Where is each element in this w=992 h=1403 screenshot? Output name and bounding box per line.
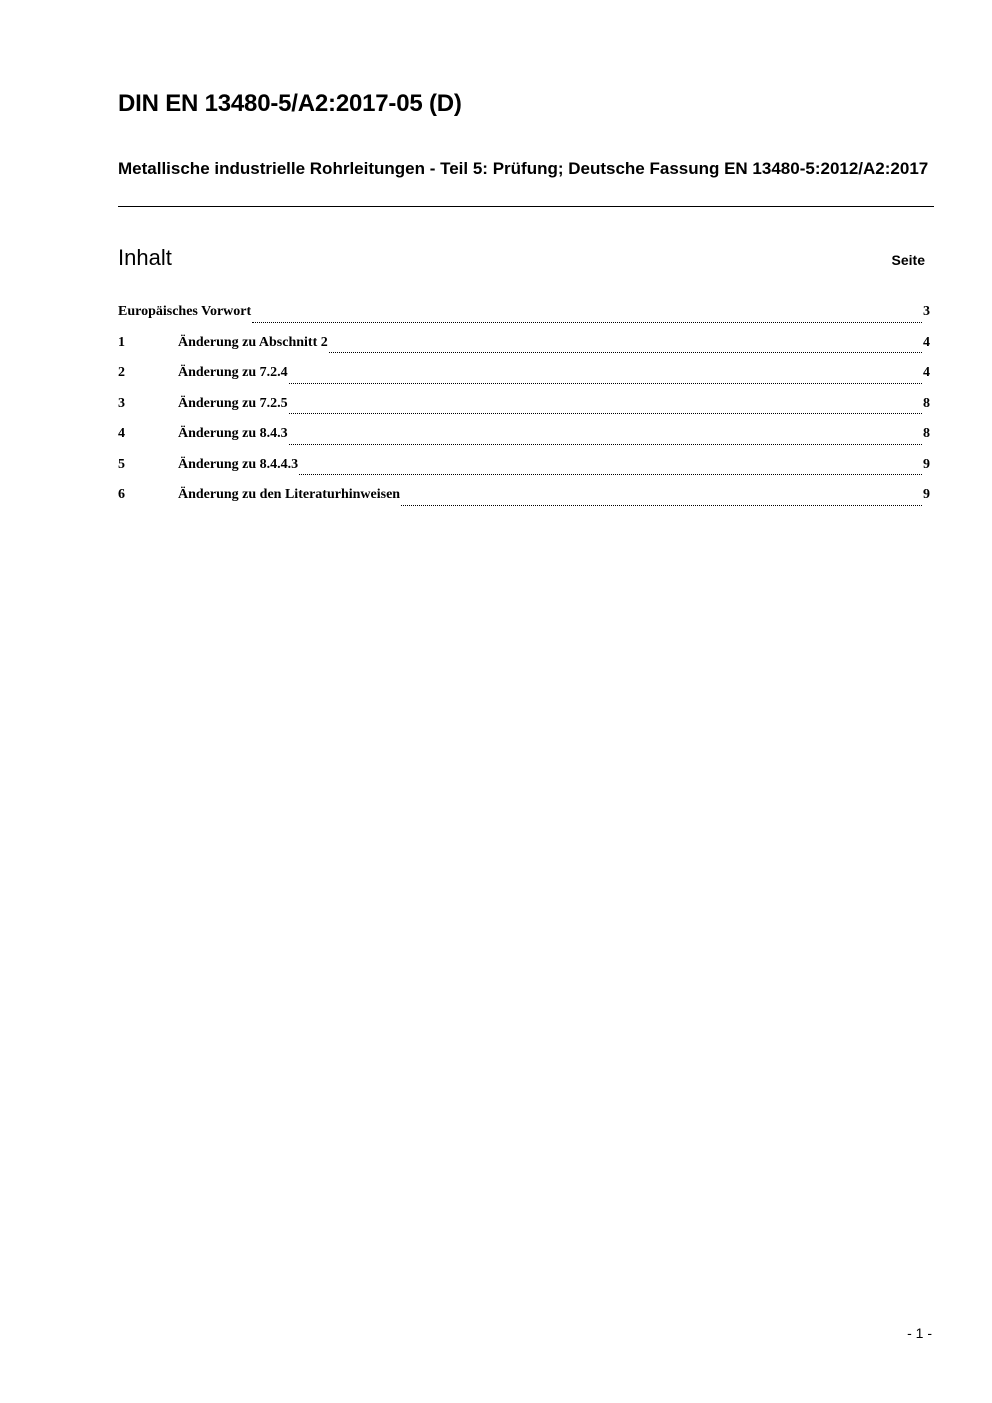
toc-entry-page: 4	[923, 334, 930, 350]
toc-leader-dots	[289, 383, 922, 384]
toc-page-column-label: Seite	[891, 252, 925, 268]
toc-entry[interactable]	[118, 331, 930, 362]
toc-entry-title: Änderung zu 7.2.5	[178, 395, 288, 411]
toc-leader-dots	[329, 352, 922, 353]
toc-leader-dots	[289, 413, 922, 414]
toc-entry-number: 6	[118, 487, 125, 502]
toc-entry[interactable]	[118, 300, 930, 331]
footer-page-number: - 1 -	[907, 1325, 932, 1341]
toc-entry[interactable]	[118, 422, 930, 453]
toc-entry-page: 9	[923, 487, 930, 502]
toc-entry-title: Änderung zu Abschnitt 2	[178, 334, 328, 350]
title-divider	[118, 206, 934, 207]
toc-entry-page: 8	[923, 426, 930, 441]
toc-entry-number: 1	[118, 334, 125, 350]
toc-entry-number: 4	[118, 426, 125, 441]
toc-entry[interactable]	[118, 453, 930, 484]
toc-leader-dots	[299, 474, 922, 475]
toc-entry-number: 5	[118, 456, 125, 472]
toc-leader-dots	[289, 444, 922, 445]
toc-entry-page: 9	[923, 456, 930, 472]
toc-entry-title: Änderung zu 8.4.4.3	[178, 456, 299, 472]
toc-leader-dots	[252, 322, 922, 323]
toc-entry-title: Änderung zu 7.2.4	[178, 365, 288, 380]
toc-entry-page: 3	[923, 304, 930, 319]
toc-entry-title: Änderung zu 8.4.3	[178, 426, 288, 441]
toc-entry-number: 3	[118, 395, 125, 411]
document-subtitle: Metallische industrielle Rohrleitungen - Teil 5: Prüfung; Deutsche Fassung EN 13480-5:2012/A2:2017	[118, 159, 929, 178]
toc-entry[interactable]	[118, 392, 930, 423]
toc-leader-dots	[401, 505, 922, 506]
toc-entry-title: Europäisches Vorwort	[118, 304, 252, 319]
toc-entry[interactable]	[118, 483, 930, 514]
toc-entry-page: 8	[923, 395, 930, 411]
toc-entry-number: 2	[118, 365, 125, 380]
table-of-contents	[118, 300, 930, 514]
toc-entry-page: 4	[923, 365, 930, 380]
document-title: DIN EN 13480-5/A2:2017-05 (D)	[118, 90, 462, 117]
toc-entry[interactable]	[118, 361, 930, 392]
toc-entry-title: Änderung zu den Literaturhinweisen	[178, 487, 401, 502]
toc-heading: Inhalt	[118, 245, 172, 270]
